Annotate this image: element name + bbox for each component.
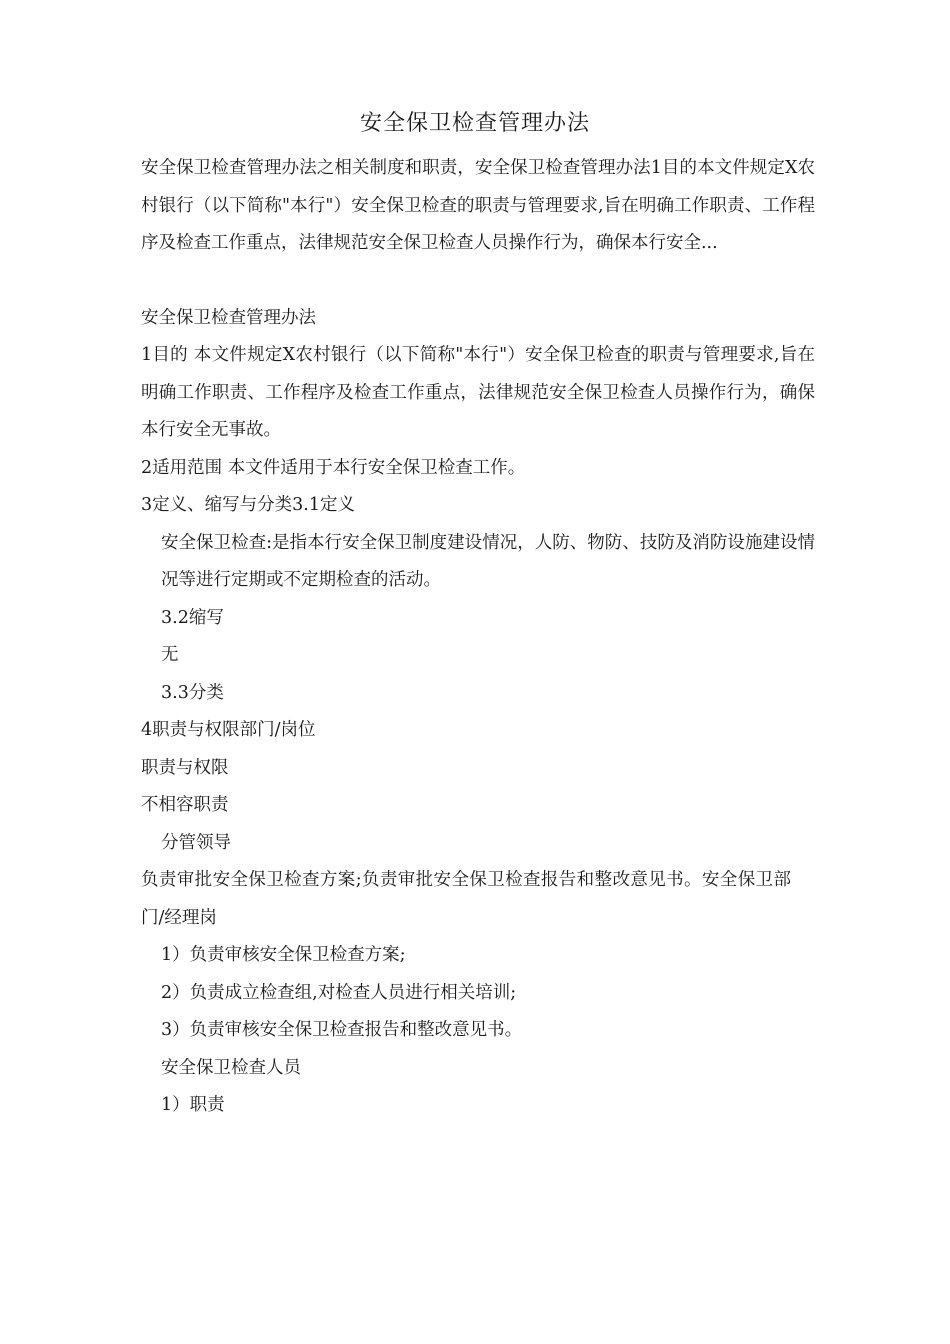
duty-item-2: 2）负责成立检查组,对检查人员进行相关培训; [161,982,517,1003]
inspector-duty-1: 1）职责 [161,1095,225,1115]
leader-duty: 负责审批安全保卫检查方案;负责审批安全保卫检查报告和整改意见书。安全保卫部门/经理岗 [141,870,791,928]
section-definitions: 3定义、缩写与分类3.1定义 [141,495,355,515]
sub-abbreviation: 3.2缩写 [161,607,224,628]
sub-classification: 3.3分类 [161,682,224,703]
abbreviation-none: 无 [161,645,179,665]
section-responsibilities: 4职责与权限部门/岗位 [141,720,316,740]
definition-paragraph: 安全保卫检查:是指本行安全保卫制度建设情况，人防、物防、技防及消防设施建设情况等进行定期或不定期检查的活动。 [161,532,815,590]
document-body [141,150,815,1125]
document-title: 安全保卫检查管理办法 [359,111,590,136]
intro-paragraph: 安全保卫检查管理办法之相关制度和职责，安全保卫检查管理办法1目的本文件规定X农村银行（以下简称"本行"）安全保卫检查的职责与管理要求,旨在明确工作职责、工作程序及检查工作重点，法律规范安全保卫检查人员操作行为，确保本行安全... [141,158,815,253]
responsibility-authority: 职责与权限 [141,757,229,778]
section-purpose: 1目的 本文件规定X农村银行（以下简称"本行"）安全保卫检查的职责与管理要求,旨在明确工作职责、工作程序及检查工作重点，法律规范安全保卫检查人员操作行为，确保本行安全无事故。 [141,345,815,440]
role-leader: 分管领导 [161,832,231,853]
section-scope: 2适用范围 本文件适用于本行安全保卫检查工作。 [141,457,526,478]
role-inspectors: 安全保卫检查人员 [161,1057,301,1078]
incompatible-duties: 不相容职责 [141,795,229,815]
spacer [141,263,815,300]
duty-item-3: 3）负责审核安全保卫检查报告和整改意见书。 [161,1020,523,1040]
duty-item-1: 1）负责审核安全保卫检查方案; [161,945,406,965]
section-heading: 安全保卫检查管理办法 [141,307,316,328]
